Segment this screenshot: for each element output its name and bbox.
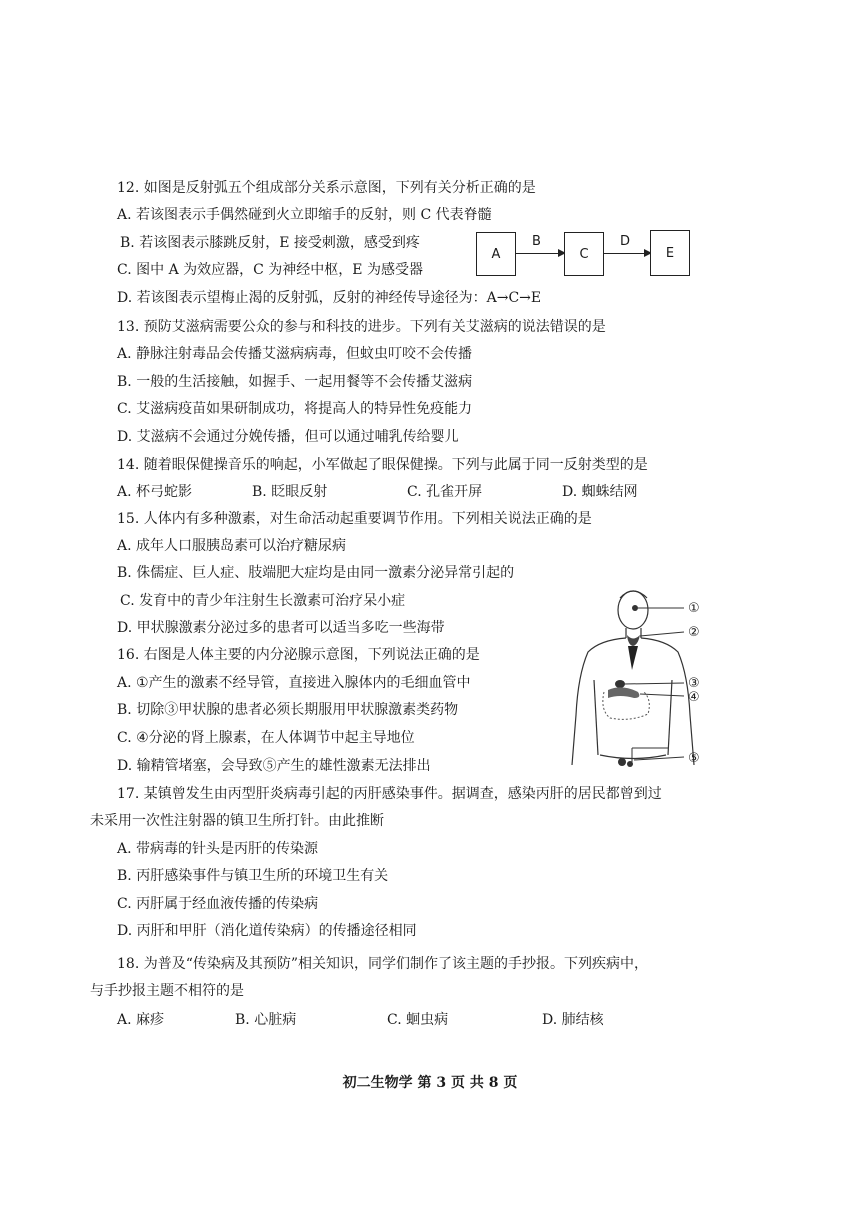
q18-option-a: A. 麻疹 (117, 1012, 165, 1028)
q17-option-c: C. 丙肝属于经血液传播的传染病 (117, 896, 319, 912)
q14-option-c: C. 孔雀开屏 (407, 484, 483, 500)
endocrine-glands-figure (560, 580, 720, 775)
q13-option-a: A. 静脉注射毒品会传播艾滋病病毒，但蚊虫叮咬不会传播 (117, 346, 473, 362)
q12-option-c: C. 图中 A 为效应器，C 为神经中枢，E 为感受器 (117, 262, 423, 278)
q16-option-c: C. ④分泌的肾上腺素，在人体调节中起主导地位 (117, 730, 415, 746)
q15-option-d: D. 甲状腺激素分泌过多的患者可以适当多吃一些海带 (117, 620, 445, 636)
q12-option-a: A. 若该图表示手偶然碰到火立即缩手的反射，则 C 代表脊髓 (117, 207, 492, 223)
q17-stem-line2: 未采用一次性注射器的镇卫生所打针。由此推断 (90, 813, 384, 829)
diagram-arrow-d-label: D (620, 234, 631, 249)
q16-stem: 16. 右图是人体主要的内分泌腺示意图，下列说法正确的是 (117, 647, 480, 663)
q18-option-b: B. 心脏病 (235, 1012, 297, 1028)
q18-option-d: D. 肺结核 (542, 1012, 604, 1028)
q16-option-a: A. ①产生的激素不经导管，直接进入腺体内的毛细血管中 (117, 675, 471, 691)
q15-option-a: A. 成年人口服胰岛素可以治疗糖尿病 (117, 538, 347, 554)
gland-label-4: ④ (688, 690, 700, 705)
q12-option-b: B. 若该图表示膝跳反射，E 接受刺激，感受到疼 (120, 235, 420, 251)
diagram-box-e: E (650, 230, 690, 276)
q15-option-c: C. 发育中的青少年注射生长激素可治疗呆小症 (120, 593, 406, 609)
q14-stem: 14. 随着眼保健操音乐的响起，小军做起了眼保健操。下列与此属于同一反射类型的是 (117, 457, 648, 473)
q17-option-a: A. 带病毒的针头是丙肝的传染源 (117, 841, 319, 857)
gland-label-1: ① (688, 601, 700, 616)
q13-stem: 13. 预防艾滋病需要公众的参与和科技的进步。下列有关艾滋病的说法错误的是 (117, 319, 606, 335)
gland-label-3: ③ (688, 676, 700, 691)
q17-stem-line1: 17. 某镇曾发生由丙型肝炎病毒引起的丙肝感染事件。据调查，感染丙肝的居民都曾到过 (117, 786, 662, 802)
q17-option-d: D. 丙肝和甲肝（消化道传染病）的传播途径相同 (117, 923, 417, 939)
diagram-box-a: A (476, 232, 516, 276)
q17-option-b: B. 丙肝感染事件与镇卫生所的环境卫生有关 (117, 868, 389, 884)
q15-stem: 15. 人体内有多种激素，对生命活动起重要调节作用。下列相关说法正确的是 (117, 511, 592, 527)
gland-label-2: ② (688, 625, 700, 640)
q14-option-d: D. 蜘蛛结网 (562, 484, 638, 500)
q16-option-d: D. 输精管堵塞，会导致⑤产生的雄性激素无法排出 (117, 758, 431, 774)
page-footer: 初二生物学 第 3 页 共 8 页 (342, 1075, 518, 1091)
q18-stem-line2: 与手抄报主题不相符的是 (90, 983, 244, 999)
diagram-box-c: C (564, 232, 604, 276)
q18-option-c: C. 蛔虫病 (387, 1012, 449, 1028)
q14-option-b: B. 眨眼反射 (252, 484, 328, 500)
q12-option-d: D. 若该图表示望梅止渴的反射弧，反射的神经传导途径为：A→C→E (117, 290, 542, 306)
diagram-arrow-d-line (604, 253, 644, 254)
q12-stem: 12. 如图是反射弧五个组成部分关系示意图，下列有关分析正确的是 (117, 180, 536, 196)
q13-option-c: C. 艾滋病疫苗如果研制成功，将提高人的特异性免疫能力 (117, 401, 473, 417)
q16-option-b: B. 切除③甲状腺的患者必须长期服用甲状腺激素类药物 (117, 702, 459, 718)
gland-label-5: ⑤ (688, 751, 700, 766)
q14-option-a: A. 杯弓蛇影 (117, 484, 193, 500)
diagram-arrow-b-line (516, 253, 558, 254)
q13-option-d: D. 艾滋病不会通过分娩传播，但可以通过哺乳传给婴儿 (117, 429, 459, 445)
q13-option-b: B. 一般的生活接触，如握手、一起用餐等不会传播艾滋病 (117, 374, 473, 390)
q18-stem-line1: 18. 为普及“传染病及其预防”相关知识，同学们制作了该主题的手抄报。下列疾病中， (117, 956, 649, 972)
q15-option-b: B. 侏儒症、巨人症、肢端肥大症均是由同一激素分泌异常引起的 (117, 565, 515, 581)
diagram-arrow-b-label: B (532, 234, 541, 249)
